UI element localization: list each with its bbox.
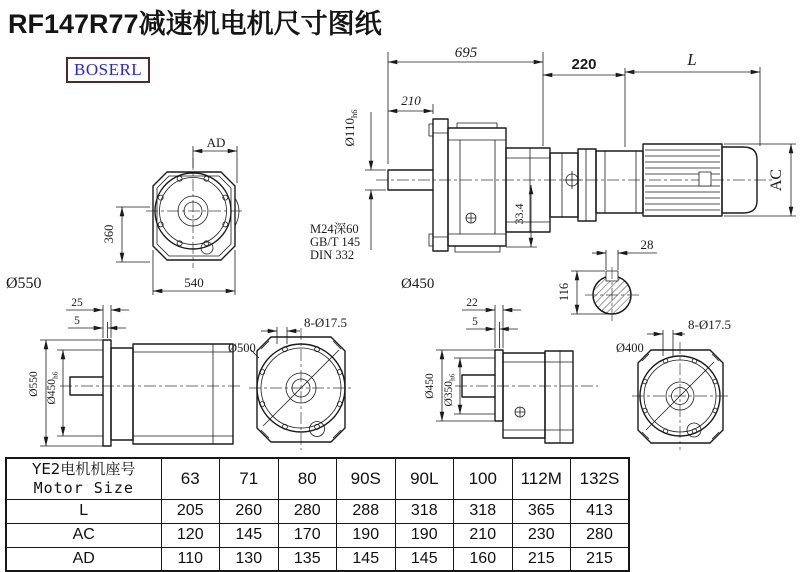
col-header: 63 bbox=[161, 458, 220, 499]
table-cell: 170 bbox=[278, 523, 337, 547]
dim-shaft-dia bbox=[342, 110, 359, 147]
dim-dia-550-rot: Ø550 bbox=[28, 371, 40, 397]
table-cell: 215 bbox=[512, 547, 571, 571]
label-bolt-holes-1: 8-Ø17.5 bbox=[304, 315, 347, 330]
table-cell: 145 bbox=[337, 547, 396, 571]
col-header: 90S bbox=[337, 458, 396, 499]
dim-dia-450-rot: Ø450 bbox=[424, 373, 436, 399]
dim-section-height: 116 bbox=[557, 282, 571, 302]
boserl-logo-text: BOSERL bbox=[74, 60, 143, 79]
dim-25: 25 bbox=[71, 297, 83, 309]
dim-695: 695 bbox=[454, 45, 478, 61]
table-cell: 135 bbox=[278, 547, 337, 571]
side-view-output-2 bbox=[424, 297, 598, 443]
table-cell: 260 bbox=[220, 499, 279, 523]
table-header-row bbox=[6, 458, 629, 499]
table-cell: 318 bbox=[454, 499, 513, 523]
dim-210: 210 bbox=[401, 93, 421, 108]
table-cell: 318 bbox=[395, 499, 454, 523]
table-cell: 215 bbox=[571, 547, 630, 571]
dim-ac: AC bbox=[768, 168, 785, 192]
motor-size-table-wrap bbox=[5, 457, 630, 572]
dim-540: 540 bbox=[184, 275, 204, 290]
table-cell: 145 bbox=[395, 547, 454, 571]
dim-key-width: 28 bbox=[640, 237, 654, 252]
table-cell: 230 bbox=[512, 523, 571, 547]
gear-housing bbox=[448, 128, 506, 246]
label-flange-dia: Ø450 bbox=[401, 276, 435, 292]
side-view-assembly bbox=[310, 45, 796, 292]
row-label: AC bbox=[6, 523, 161, 547]
label-bolt-holes-2: 8-Ø17.5 bbox=[688, 317, 731, 332]
shaft-dia-tol: h6 bbox=[349, 109, 359, 119]
col-header: 90L bbox=[395, 458, 454, 499]
table-cell: 120 bbox=[161, 523, 220, 547]
dim-L: L bbox=[687, 50, 697, 69]
dim-33-4: 33.4 bbox=[512, 203, 526, 225]
mounting-flange bbox=[433, 119, 448, 251]
label-dia-550: Ø550 bbox=[6, 275, 42, 292]
label-dia-500: Ø500 bbox=[228, 341, 256, 355]
header-line-en: Motor Size bbox=[33, 479, 134, 498]
boserl-logo bbox=[66, 57, 150, 83]
dim-ad: AD bbox=[206, 135, 226, 150]
table-header-motor-size bbox=[6, 458, 161, 499]
dim-dia-350h6-rot bbox=[443, 373, 457, 406]
col-header: 132S bbox=[571, 458, 630, 499]
front-view-flange-1 bbox=[228, 315, 353, 450]
col-header: 80 bbox=[278, 458, 337, 499]
page-title: RF147R77减速机电机尺寸图纸 bbox=[8, 9, 382, 39]
header-line-cn: YE2电机机座号 bbox=[32, 460, 136, 479]
row-label: AD bbox=[6, 547, 161, 571]
table-cell: 130 bbox=[220, 547, 279, 571]
label-dia-400: Ø400 bbox=[616, 341, 644, 355]
col-header: 71 bbox=[220, 458, 279, 499]
dim-22: 22 bbox=[466, 297, 478, 309]
table-cell: 190 bbox=[395, 523, 454, 547]
side-view-output-1 bbox=[28, 297, 240, 446]
dim-dia-450h6-rot bbox=[46, 371, 60, 404]
front-view-flange-2 bbox=[616, 317, 731, 450]
front-view-gearbox bbox=[6, 135, 242, 295]
table-row-AD bbox=[6, 547, 629, 571]
row-label: L bbox=[6, 499, 161, 523]
table-cell: 280 bbox=[278, 499, 337, 523]
table-cell: 110 bbox=[161, 547, 220, 571]
motor-size-table bbox=[5, 457, 630, 572]
table-cell: 280 bbox=[571, 523, 630, 547]
col-header: 112M bbox=[512, 458, 571, 499]
table-cell: 210 bbox=[454, 523, 513, 547]
col-header: 100 bbox=[454, 458, 513, 499]
table-cell: 365 bbox=[512, 499, 571, 523]
spigot-tol-1: h6 bbox=[50, 371, 60, 379]
table-cell: 413 bbox=[571, 499, 630, 523]
spigot-dia-2: Ø350 bbox=[443, 380, 455, 407]
table-cell: 205 bbox=[161, 499, 220, 523]
adapter-housing bbox=[550, 153, 578, 217]
spigot-dia-1: Ø450 bbox=[46, 378, 58, 405]
shaft-section-detail bbox=[557, 237, 657, 323]
table-cell: 160 bbox=[454, 547, 513, 571]
table-row-AC bbox=[6, 523, 629, 547]
dim-5b: 5 bbox=[472, 316, 478, 328]
dim-220: 220 bbox=[571, 56, 597, 73]
dim-5a: 5 bbox=[74, 315, 80, 327]
note-center-hole-2: GB/T 145 bbox=[310, 235, 361, 249]
dim-360: 360 bbox=[102, 224, 116, 244]
shaft-dia-main: Ø110 bbox=[342, 118, 357, 147]
table-cell: 288 bbox=[337, 499, 396, 523]
spigot-tol-2: h6 bbox=[447, 373, 457, 381]
note-center-hole-3: DIN 332 bbox=[310, 248, 355, 262]
table-cell: 190 bbox=[337, 523, 396, 547]
table-row-L bbox=[6, 499, 629, 523]
table-cell: 145 bbox=[220, 523, 279, 547]
note-center-hole-1: M24深60 bbox=[310, 222, 359, 236]
